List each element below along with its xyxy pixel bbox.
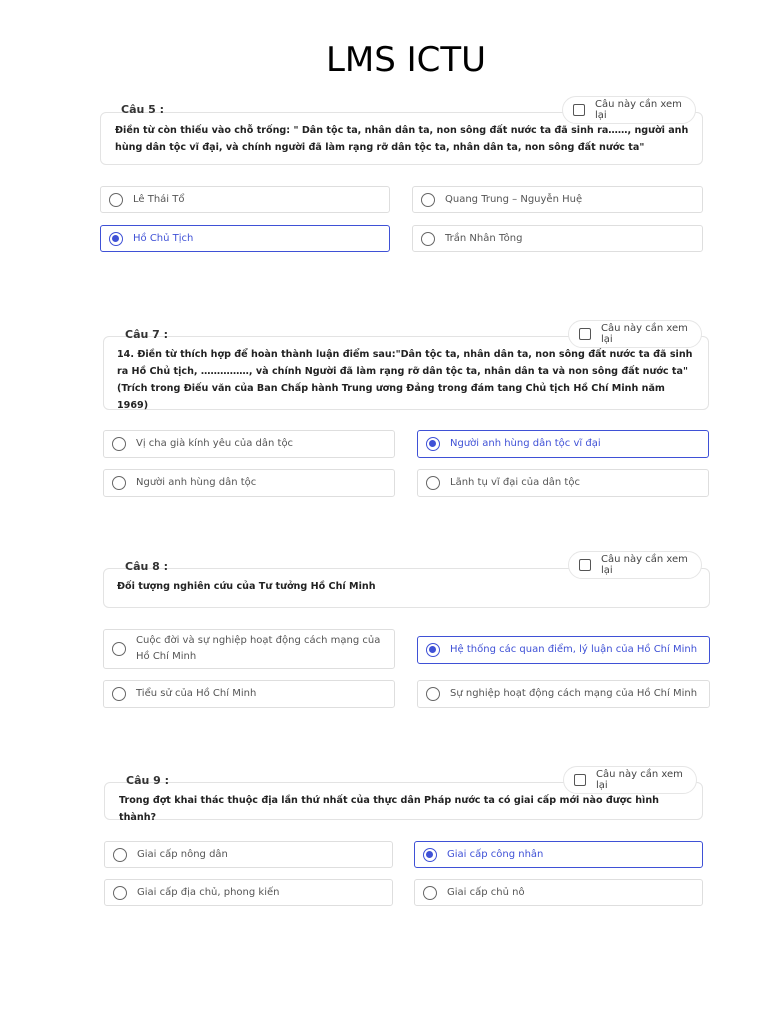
radio-selected-icon[interactable] bbox=[423, 848, 437, 862]
answer-option[interactable]: Người anh hùng dân tộc bbox=[103, 469, 395, 497]
answer-option[interactable]: Lê Thái Tổ bbox=[100, 186, 390, 213]
review-label: Câu này cần xem lại bbox=[601, 554, 688, 576]
radio-icon[interactable] bbox=[113, 848, 127, 862]
answer-option[interactable]: Sự nghiệp hoạt động cách mạng của Hồ Chí Minh bbox=[417, 680, 710, 708]
answer-option-selected[interactable]: Hệ thống các quan điểm, lý luận của Hồ Chí Minh bbox=[417, 636, 710, 664]
question-label: Câu 9 : bbox=[126, 774, 170, 787]
question-text: Điền từ còn thiếu vào chỗ trống: " Dân tộc ta, nhân dân ta, non sông đất nước ta đã sinh ra……, người anh hùng dân tộc vĩ đại, và chính người đã làm rạng rỡ dân tộc ta, nhân dân ta, non sông đất nước ta" bbox=[115, 125, 689, 153]
question-label: Câu 5 : bbox=[121, 103, 165, 116]
answer-option[interactable]: Cuộc đời và sự nghiệp hoạt động cách mạng của Hồ Chí Minh bbox=[103, 629, 395, 669]
answer-option[interactable]: Lãnh tụ vĩ đại của dân tộc bbox=[417, 469, 709, 497]
review-label: Câu này cần xem lại bbox=[601, 323, 688, 345]
radio-icon[interactable] bbox=[112, 642, 126, 656]
radio-icon[interactable] bbox=[112, 687, 126, 701]
answer-option-selected[interactable]: Giai cấp công nhân bbox=[414, 841, 703, 868]
radio-icon[interactable] bbox=[421, 232, 435, 246]
answer-option[interactable]: Quang Trung – Nguyễn Huệ bbox=[412, 186, 703, 213]
radio-selected-icon[interactable] bbox=[109, 232, 123, 246]
page-title: LMS ICTU bbox=[325, 40, 487, 80]
mark-for-review-toggle[interactable] bbox=[562, 96, 696, 124]
answer-option[interactable]: Giai cấp địa chủ, phong kiến bbox=[104, 879, 393, 906]
radio-icon[interactable] bbox=[109, 193, 123, 207]
checkbox-icon[interactable] bbox=[574, 774, 586, 786]
radio-icon[interactable] bbox=[423, 886, 437, 900]
radio-icon[interactable] bbox=[426, 476, 440, 490]
review-label: Câu này cần xem lại bbox=[595, 99, 682, 121]
radio-icon[interactable] bbox=[426, 687, 440, 701]
mark-for-review-toggle[interactable] bbox=[563, 766, 697, 794]
question-text: Đối tượng nghiên cứu của Tư tưởng Hồ Chí Minh bbox=[117, 581, 376, 592]
radio-selected-icon[interactable] bbox=[426, 437, 440, 451]
answer-option[interactable]: Giai cấp chủ nô bbox=[414, 879, 703, 906]
radio-icon[interactable] bbox=[112, 437, 126, 451]
answer-option[interactable]: Trần Nhân Tông bbox=[412, 225, 703, 252]
review-label: Câu này cần xem lại bbox=[596, 769, 683, 791]
mark-for-review-toggle[interactable] bbox=[568, 551, 702, 579]
mark-for-review-toggle[interactable] bbox=[568, 320, 702, 348]
answer-option[interactable]: Giai cấp nông dân bbox=[104, 841, 393, 868]
answer-option-selected[interactable]: Người anh hùng dân tộc vĩ đại bbox=[417, 430, 709, 458]
radio-selected-icon[interactable] bbox=[426, 643, 440, 657]
question-label: Câu 8 : bbox=[125, 560, 169, 573]
checkbox-icon[interactable] bbox=[579, 559, 591, 571]
answer-option[interactable]: Tiểu sử của Hồ Chí Minh bbox=[103, 680, 395, 708]
checkbox-icon[interactable] bbox=[573, 104, 585, 116]
radio-icon[interactable] bbox=[112, 476, 126, 490]
radio-icon[interactable] bbox=[113, 886, 127, 900]
question-text: 14. Điền từ thích hợp để hoàn thành luận điểm sau:"Dân tộc ta, nhân dân ta, non sông đất nước ta đã sinh ra Hồ Chủ tịch, ……………, và chính Người đã làm rạng rỡ dân tộc ta, nhân dân ta và non sông đất nước ta" (Trích trong Điếu văn của Ban Chấp hành Trung ương Đảng trong đám tang Chủ tịch Hồ Chí Minh năm 1969) bbox=[117, 349, 693, 411]
question-label: Câu 7 : bbox=[125, 328, 169, 341]
answer-option-selected[interactable]: Hồ Chủ Tịch bbox=[100, 225, 390, 252]
answer-option[interactable]: Vị cha già kính yêu của dân tộc bbox=[103, 430, 395, 458]
checkbox-icon[interactable] bbox=[579, 328, 591, 340]
radio-icon[interactable] bbox=[421, 193, 435, 207]
question-text: Trong đợt khai thác thuộc địa lần thứ nhất của thực dân Pháp nước ta có giai cấp mới nào được hình thành? bbox=[119, 795, 659, 823]
